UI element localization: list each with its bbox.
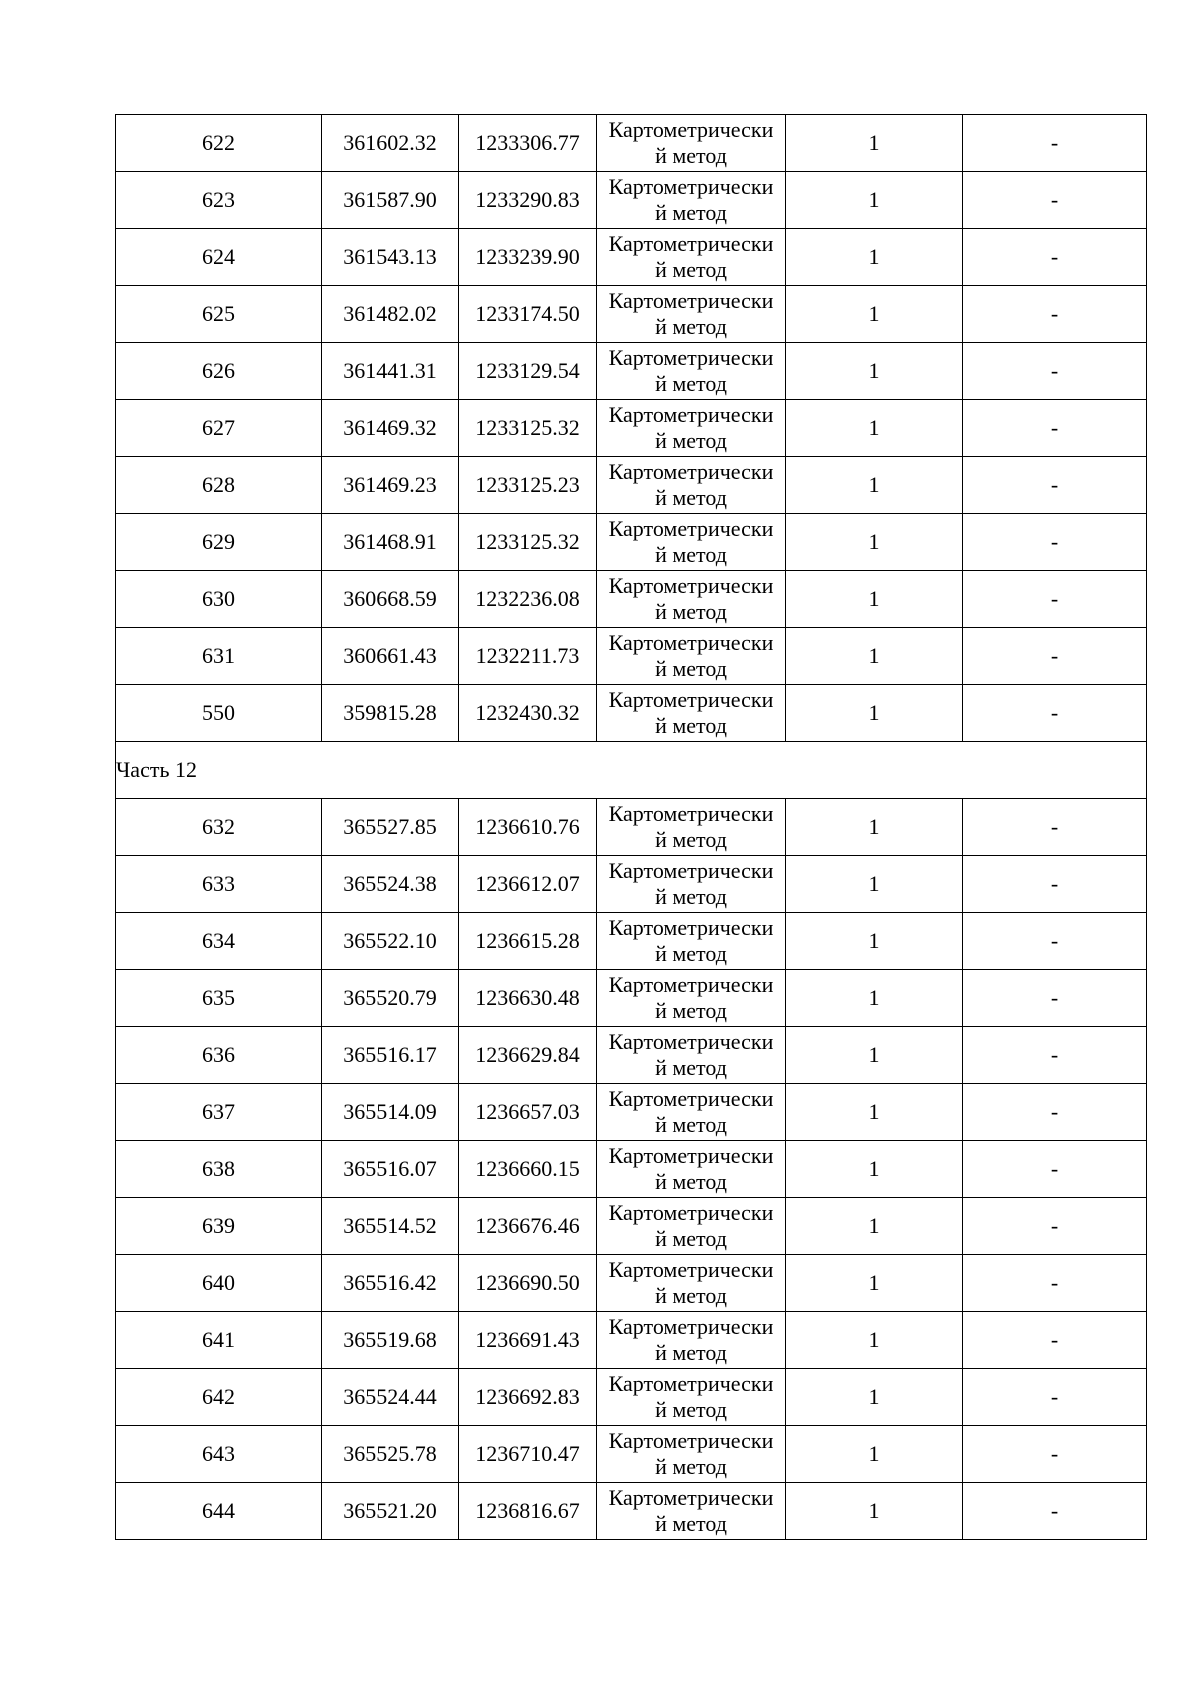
- note-cell: -: [963, 1312, 1147, 1369]
- note-cell: -: [963, 1198, 1147, 1255]
- method-text-line2: й метод: [655, 200, 727, 225]
- y-coordinate-cell: 1236630.48: [459, 970, 597, 1027]
- note-cell: -: [963, 571, 1147, 628]
- point-number-cell: 627: [116, 400, 322, 457]
- method-cell: [597, 229, 786, 286]
- method-text-line2: й метод: [655, 485, 727, 510]
- method-text-line1: Картометрически: [608, 858, 774, 883]
- accuracy-cell: 1: [786, 571, 963, 628]
- point-number-cell: 622: [116, 115, 322, 172]
- method-text-line1: Картометрически: [608, 231, 774, 256]
- accuracy-cell: 1: [786, 856, 963, 913]
- method-text-line2: й метод: [655, 428, 727, 453]
- method-text-line2: й метод: [655, 884, 727, 909]
- method-text-line1: Картометрически: [608, 459, 774, 484]
- x-coordinate-cell: 361543.13: [322, 229, 459, 286]
- method-text-line1: Картометрически: [608, 801, 774, 826]
- point-number-cell: 636: [116, 1027, 322, 1084]
- x-coordinate-cell: 361602.32: [322, 115, 459, 172]
- table-row: [116, 685, 1147, 742]
- table-row: [116, 970, 1147, 1027]
- section-label: Часть 12: [116, 742, 1147, 799]
- y-coordinate-cell: 1236710.47: [459, 1426, 597, 1483]
- point-number-cell: 625: [116, 286, 322, 343]
- point-number-cell: 623: [116, 172, 322, 229]
- method-text-line2: й метод: [655, 314, 727, 339]
- table-row: [116, 1027, 1147, 1084]
- y-coordinate-cell: 1233290.83: [459, 172, 597, 229]
- note-cell: -: [963, 1426, 1147, 1483]
- accuracy-cell: 1: [786, 343, 963, 400]
- method-text-line1: Картометрически: [608, 1029, 774, 1054]
- method-text-line1: Картометрически: [608, 174, 774, 199]
- method-text-line1: Картометрически: [608, 1485, 774, 1510]
- y-coordinate-cell: 1236660.15: [459, 1141, 597, 1198]
- x-coordinate-cell: 365516.17: [322, 1027, 459, 1084]
- accuracy-cell: 1: [786, 229, 963, 286]
- method-cell: [597, 115, 786, 172]
- accuracy-cell: 1: [786, 1369, 963, 1426]
- y-coordinate-cell: 1232236.08: [459, 571, 597, 628]
- method-text-line1: Картометрически: [608, 573, 774, 598]
- accuracy-cell: 1: [786, 172, 963, 229]
- note-cell: -: [963, 628, 1147, 685]
- method-text-line1: Картометрически: [608, 516, 774, 541]
- y-coordinate-cell: 1233306.77: [459, 115, 597, 172]
- point-number-cell: 550: [116, 685, 322, 742]
- method-text-line2: й метод: [655, 257, 727, 282]
- note-cell: -: [963, 970, 1147, 1027]
- x-coordinate-cell: 361587.90: [322, 172, 459, 229]
- y-coordinate-cell: 1236690.50: [459, 1255, 597, 1312]
- y-coordinate-cell: 1236691.43: [459, 1312, 597, 1369]
- accuracy-cell: 1: [786, 1312, 963, 1369]
- point-number-cell: 629: [116, 514, 322, 571]
- table-row: [116, 457, 1147, 514]
- method-cell: [597, 400, 786, 457]
- note-cell: -: [963, 1369, 1147, 1426]
- accuracy-cell: 1: [786, 1141, 963, 1198]
- table-row: [116, 172, 1147, 229]
- coordinates-table: [115, 114, 1147, 1540]
- method-cell: [597, 1483, 786, 1540]
- method-text-line2: й метод: [655, 656, 727, 681]
- method-text-line1: Картометрически: [608, 972, 774, 997]
- method-text-line2: й метод: [655, 1511, 727, 1536]
- y-coordinate-cell: 1236692.83: [459, 1369, 597, 1426]
- note-cell: -: [963, 400, 1147, 457]
- accuracy-cell: 1: [786, 913, 963, 970]
- method-text-line1: Картометрически: [608, 288, 774, 313]
- method-text-line1: Картометрически: [608, 1428, 774, 1453]
- y-coordinate-cell: 1233125.32: [459, 400, 597, 457]
- method-cell: [597, 1255, 786, 1312]
- accuracy-cell: 1: [786, 970, 963, 1027]
- method-text-line1: Картометрически: [608, 402, 774, 427]
- method-text-line2: й метод: [655, 1169, 727, 1194]
- method-cell: [597, 1426, 786, 1483]
- accuracy-cell: 1: [786, 286, 963, 343]
- note-cell: -: [963, 913, 1147, 970]
- table-row: [116, 913, 1147, 970]
- y-coordinate-cell: 1236657.03: [459, 1084, 597, 1141]
- x-coordinate-cell: 360668.59: [322, 571, 459, 628]
- method-cell: [597, 970, 786, 1027]
- method-text-line2: й метод: [655, 1283, 727, 1308]
- x-coordinate-cell: 365524.38: [322, 856, 459, 913]
- accuracy-cell: 1: [786, 1198, 963, 1255]
- x-coordinate-cell: 365524.44: [322, 1369, 459, 1426]
- table-body: [116, 115, 1147, 1540]
- note-cell: -: [963, 115, 1147, 172]
- method-text-line1: Картометрически: [608, 1200, 774, 1225]
- y-coordinate-cell: 1236629.84: [459, 1027, 597, 1084]
- note-cell: -: [963, 457, 1147, 514]
- y-coordinate-cell: 1232211.73: [459, 628, 597, 685]
- table-row: [116, 1084, 1147, 1141]
- point-number-cell: 642: [116, 1369, 322, 1426]
- table-row: [116, 343, 1147, 400]
- method-cell: [597, 913, 786, 970]
- point-number-cell: 641: [116, 1312, 322, 1369]
- y-coordinate-cell: 1236816.67: [459, 1483, 597, 1540]
- point-number-cell: 630: [116, 571, 322, 628]
- table-row: [116, 571, 1147, 628]
- y-coordinate-cell: 1236610.76: [459, 799, 597, 856]
- accuracy-cell: 1: [786, 1084, 963, 1141]
- table-row: [116, 400, 1147, 457]
- note-cell: -: [963, 343, 1147, 400]
- table-row: [116, 115, 1147, 172]
- x-coordinate-cell: 365514.52: [322, 1198, 459, 1255]
- method-text-line1: Картометрически: [608, 1314, 774, 1339]
- note-cell: -: [963, 229, 1147, 286]
- y-coordinate-cell: 1233239.90: [459, 229, 597, 286]
- note-cell: -: [963, 286, 1147, 343]
- point-number-cell: 638: [116, 1141, 322, 1198]
- method-text-line1: Картометрически: [608, 345, 774, 370]
- point-number-cell: 633: [116, 856, 322, 913]
- method-text-line1: Картометрически: [608, 1371, 774, 1396]
- table-row: [116, 286, 1147, 343]
- method-text-line2: й метод: [655, 1454, 727, 1479]
- method-text-line1: Картометрически: [608, 1143, 774, 1168]
- table-row: [116, 514, 1147, 571]
- method-cell: [597, 856, 786, 913]
- accuracy-cell: 1: [786, 799, 963, 856]
- accuracy-cell: 1: [786, 514, 963, 571]
- method-text-line2: й метод: [655, 1340, 727, 1365]
- method-text-line1: Картометрически: [608, 687, 774, 712]
- note-cell: -: [963, 799, 1147, 856]
- note-cell: -: [963, 172, 1147, 229]
- method-cell: [597, 571, 786, 628]
- method-text-line2: й метод: [655, 1112, 727, 1137]
- x-coordinate-cell: 365519.68: [322, 1312, 459, 1369]
- x-coordinate-cell: 365520.79: [322, 970, 459, 1027]
- point-number-cell: 640: [116, 1255, 322, 1312]
- method-cell: [597, 1369, 786, 1426]
- method-text-line2: й метод: [655, 1055, 727, 1080]
- point-number-cell: 634: [116, 913, 322, 970]
- point-number-cell: 632: [116, 799, 322, 856]
- accuracy-cell: 1: [786, 628, 963, 685]
- method-text-line1: Картометрически: [608, 117, 774, 142]
- accuracy-cell: 1: [786, 1255, 963, 1312]
- method-text-line2: й метод: [655, 998, 727, 1023]
- y-coordinate-cell: 1233129.54: [459, 343, 597, 400]
- method-cell: [597, 1084, 786, 1141]
- method-text-line1: Картометрически: [608, 1257, 774, 1282]
- note-cell: -: [963, 1084, 1147, 1141]
- method-text-line2: й метод: [655, 1226, 727, 1251]
- x-coordinate-cell: 359815.28: [322, 685, 459, 742]
- x-coordinate-cell: 365516.42: [322, 1255, 459, 1312]
- table-row: [116, 1198, 1147, 1255]
- section-row: [116, 742, 1147, 799]
- y-coordinate-cell: 1236676.46: [459, 1198, 597, 1255]
- table-row: [116, 1312, 1147, 1369]
- method-cell: [597, 343, 786, 400]
- method-text-line1: Картометрически: [608, 915, 774, 940]
- method-text-line1: Картометрически: [608, 1086, 774, 1111]
- method-text-line2: й метод: [655, 827, 727, 852]
- note-cell: -: [963, 1255, 1147, 1312]
- point-number-cell: 644: [116, 1483, 322, 1540]
- method-text-line2: й метод: [655, 371, 727, 396]
- accuracy-cell: 1: [786, 685, 963, 742]
- method-cell: [597, 799, 786, 856]
- method-text-line2: й метод: [655, 542, 727, 567]
- method-cell: [597, 172, 786, 229]
- point-number-cell: 639: [116, 1198, 322, 1255]
- table-row: [116, 229, 1147, 286]
- x-coordinate-cell: 361482.02: [322, 286, 459, 343]
- y-coordinate-cell: 1233125.23: [459, 457, 597, 514]
- table-row: [116, 799, 1147, 856]
- point-number-cell: 628: [116, 457, 322, 514]
- note-cell: -: [963, 514, 1147, 571]
- table-row: [116, 856, 1147, 913]
- table-row: [116, 628, 1147, 685]
- note-cell: -: [963, 685, 1147, 742]
- table-row: [116, 1255, 1147, 1312]
- x-coordinate-cell: 365522.10: [322, 913, 459, 970]
- method-cell: [597, 1312, 786, 1369]
- method-text-line1: Картометрически: [608, 630, 774, 655]
- method-cell: [597, 286, 786, 343]
- table-row: [116, 1141, 1147, 1198]
- point-number-cell: 626: [116, 343, 322, 400]
- y-coordinate-cell: 1232430.32: [459, 685, 597, 742]
- accuracy-cell: 1: [786, 457, 963, 514]
- accuracy-cell: 1: [786, 115, 963, 172]
- note-cell: -: [963, 1141, 1147, 1198]
- note-cell: -: [963, 856, 1147, 913]
- point-number-cell: 643: [116, 1426, 322, 1483]
- table-row: [116, 1483, 1147, 1540]
- point-number-cell: 637: [116, 1084, 322, 1141]
- method-cell: [597, 457, 786, 514]
- point-number-cell: 624: [116, 229, 322, 286]
- method-cell: [597, 1027, 786, 1084]
- method-cell: [597, 685, 786, 742]
- method-text-line2: й метод: [655, 599, 727, 624]
- x-coordinate-cell: 365525.78: [322, 1426, 459, 1483]
- accuracy-cell: 1: [786, 1426, 963, 1483]
- method-text-line2: й метод: [655, 713, 727, 738]
- y-coordinate-cell: 1233125.32: [459, 514, 597, 571]
- method-cell: [597, 1141, 786, 1198]
- method-cell: [597, 1198, 786, 1255]
- x-coordinate-cell: 365516.07: [322, 1141, 459, 1198]
- x-coordinate-cell: 361469.32: [322, 400, 459, 457]
- point-number-cell: 631: [116, 628, 322, 685]
- x-coordinate-cell: 365521.20: [322, 1483, 459, 1540]
- y-coordinate-cell: 1233174.50: [459, 286, 597, 343]
- accuracy-cell: 1: [786, 1483, 963, 1540]
- x-coordinate-cell: 361441.31: [322, 343, 459, 400]
- point-number-cell: 635: [116, 970, 322, 1027]
- y-coordinate-cell: 1236612.07: [459, 856, 597, 913]
- x-coordinate-cell: 365514.09: [322, 1084, 459, 1141]
- note-cell: -: [963, 1027, 1147, 1084]
- x-coordinate-cell: 365527.85: [322, 799, 459, 856]
- method-text-line2: й метод: [655, 143, 727, 168]
- note-cell: -: [963, 1483, 1147, 1540]
- method-cell: [597, 514, 786, 571]
- table-row: [116, 1426, 1147, 1483]
- method-text-line2: й метод: [655, 1397, 727, 1422]
- x-coordinate-cell: 361469.23: [322, 457, 459, 514]
- table-row: [116, 1369, 1147, 1426]
- y-coordinate-cell: 1236615.28: [459, 913, 597, 970]
- accuracy-cell: 1: [786, 1027, 963, 1084]
- x-coordinate-cell: 360661.43: [322, 628, 459, 685]
- method-cell: [597, 628, 786, 685]
- method-text-line2: й метод: [655, 941, 727, 966]
- x-coordinate-cell: 361468.91: [322, 514, 459, 571]
- accuracy-cell: 1: [786, 400, 963, 457]
